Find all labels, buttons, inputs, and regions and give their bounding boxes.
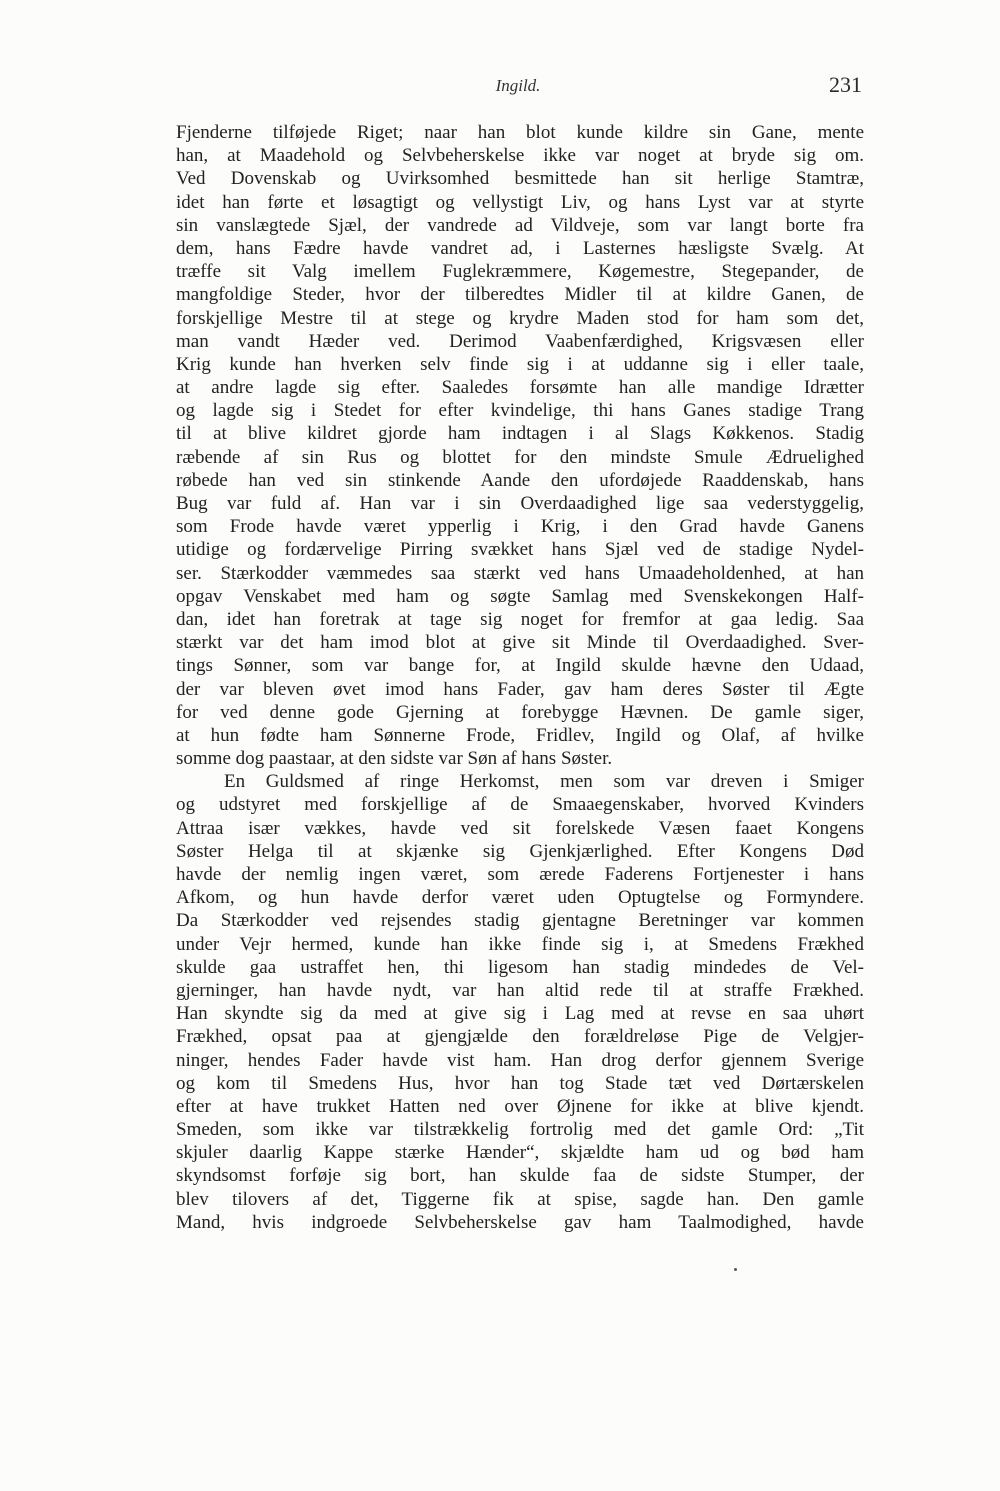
running-head-title: Ingild.: [495, 76, 541, 95]
text-line: Han skyndte sig da med at give sig i Lag med at revse en saa uhørt: [176, 1003, 864, 1025]
text-line: Krig kunde han hverken selv finde sig i at uddanne sig i eller taale,: [176, 353, 864, 375]
text-line: for ved denne gode Gjerning at forebygge Hævnen. De gamle siger,: [176, 701, 864, 723]
text-line: sin vanslægtede Sjæl, der vandrede ad Vildveje, som var langt borte fra: [176, 214, 864, 236]
print-speck: [734, 1268, 737, 1271]
text-line: under Vejr hermed, kunde han ikke finde sig i, at Smedens Frækhed: [176, 933, 864, 955]
text-line: skyndsomst forføje sig bort, han skulde faa de sidste Stumper, der: [176, 1165, 864, 1187]
text-line: ninger, hendes Fader havde vist ham. Han drog derfor gjennem Sverige: [176, 1049, 864, 1071]
text-line: idet han førte et løsagtigt og vellystigt Liv, og hans Lyst var at styrte: [176, 191, 864, 213]
text-line: skjuler daarlig Kappe stærke Hænder“, skjældte ham ud og bød ham: [176, 1142, 864, 1164]
text-line: havde der nemlig ingen været, som ærede Faderens Fortjenester i hans: [176, 864, 864, 885]
text-line: Bug var fuld af. Han var i sin Overdaadighed lige saa vederstyggelig,: [176, 493, 864, 514]
text-line: røbede han ved sin stinkende Aande den ufordøjede Raaddenskab, hans: [176, 469, 864, 491]
text-line: han, at Maadehold og Selvbeherskelse ikke var noget at bryde sig om.: [176, 145, 864, 167]
text-line: og udstyret med forskjellige af de Smaaegenskaber, hvorved Kvinders: [176, 794, 864, 816]
body-text: [176, 121, 864, 1234]
paragraph-first-line: En Guldsmed af ringe Herkomst, men som var dreven i Smiger: [224, 771, 864, 793]
text-line: der var bleven øvet imod hans Fader, gav ham deres Søster til Ægte: [176, 678, 864, 700]
text-line: tings Sønner, som var bange for, at Ingild skulde hævne den Udaad,: [176, 655, 864, 677]
text-line: utidige og fordærvelige Pirring svækket hans Sjæl ved de stadige Nydel-: [176, 539, 864, 561]
page-number: 231: [829, 72, 862, 97]
paragraph-end-line: somme dog paastaar, at den sidste var Søn af hans Søster.: [176, 748, 613, 770]
text-line: Smeden, som ikke var tilstrækkelig fortrolig med det gamle Ord: „Tit: [176, 1119, 864, 1141]
text-line: til at blive kildret gjorde ham indtagen i al Slags Køkkenos. Stadig: [176, 423, 864, 445]
text-line: gjerninger, han havde nydt, var han altid rede til at straffe Frækhed.: [176, 979, 864, 1001]
text-line: Mand, hvis indgroede Selvbeherskelse gav ham Taalmodighed, havde: [176, 1211, 864, 1233]
text-line: ræbende af sin Rus og blottet for den mindste Smule Ædruelighed: [176, 446, 864, 468]
text-line: Attraa især vækkes, havde ved sit forelskede Væsen faaet Kongens: [176, 817, 864, 839]
text-line: Søster Helga til at skjænke sig Gjenkjærlighed. Efter Kongens Død: [176, 840, 864, 862]
text-line: Afkom, og hun havde derfor været uden Optugtelse og Formyndere.: [176, 887, 864, 909]
text-line: Fjenderne tilføjede Riget; naar han blot kunde kildre sin Gane, mente: [176, 122, 864, 143]
text-line: blev tilovers af det, Tiggerne fik at spise, sagde han. Den gamle: [176, 1188, 864, 1210]
text-line: opgav Venskabet med ham og søgte Samlag med Svenskekongen Half-: [176, 585, 864, 607]
text-line: ser. Stærkodder væmmedes saa stærkt ved hans Umaadeholdenhed, at han: [176, 562, 864, 584]
text-line: Ved Dovenskab og Uvirksomhed besmittede han sit herlige Stamtræ,: [176, 168, 864, 190]
text-line: at andre lagde sig efter. Saaledes forsømte han alle mandige Idrætter: [176, 377, 864, 399]
text-line: Frækhed, opsat paa at gjengjælde den forældreløse Pige de Velgjer-: [176, 1026, 864, 1048]
running-head: [170, 72, 866, 102]
text-line: mangfoldige Steder, hvor der tilberedtes Midler til at kildre Ganen, de: [176, 284, 864, 306]
text-line: dan, idet han foretrak at tage sig noget for fremfor at gaa ledig. Saa: [176, 608, 864, 630]
text-line: forskjellige Mestre til at stege og krydre Maden stod for ham som det,: [176, 307, 864, 329]
text-line: og lagde sig i Stedet for efter kvindelige, thi hans Ganes stadige Trang: [176, 400, 864, 422]
text-line: Da Stærkodder ved rejsendes stadig gjentagne Beretninger var kommen: [176, 910, 864, 932]
text-line: stærkt var det ham imod blot at give sit Minde til Overdaadighed. Sver-: [176, 632, 864, 654]
text-line: man vandt Hæder ved. Derimod Vaabenfærdighed, Krigsvæsen eller: [176, 330, 864, 352]
text-line: skulde gaa ustraffet hen, thi ligesom han stadig mindedes de Vel-: [176, 956, 864, 978]
text-line: som Frode havde været ypperlig i Krig, i den Grad havde Ganens: [176, 516, 864, 538]
text-line: og kom til Smedens Hus, hvor han tog Stade tæt ved Dørtærskelen: [176, 1072, 864, 1094]
text-line: dem, hans Fædre havde vandret ad, i Lasternes hæsligste Svælg. At: [176, 237, 864, 259]
text-line: træffe sit Valg imellem Fuglekræmmere, Køgemestre, Stegepander, de: [176, 261, 864, 283]
text-line: at hun fødte ham Sønnerne Frode, Fridlev, Ingild og Olaf, af hvilke: [176, 724, 864, 746]
text-line: efter at have trukket Hatten ned over Øjnene for ikke at blive kjendt.: [176, 1095, 864, 1117]
